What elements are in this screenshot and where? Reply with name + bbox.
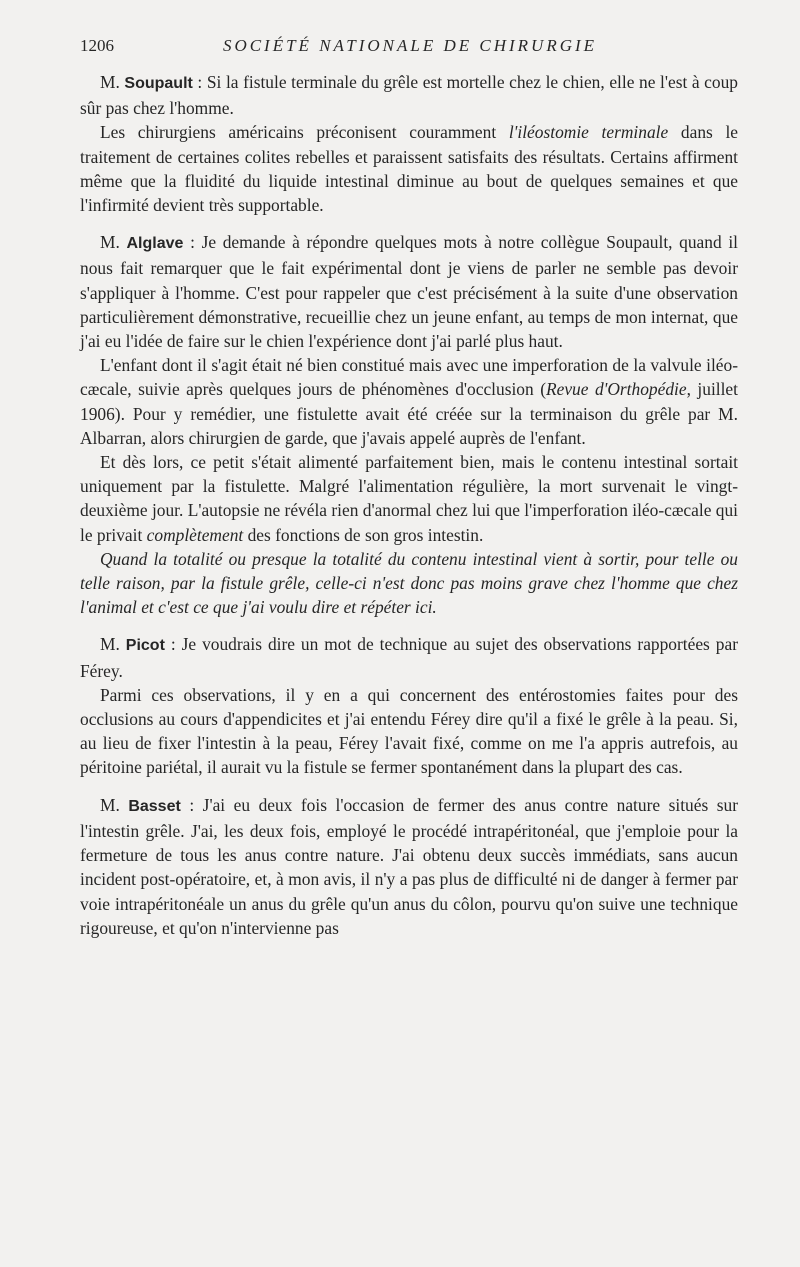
- italic-term: l'iléostomie terminale: [508, 122, 669, 143]
- paragraph-text: Et dès lors, ce petit s'était alimenté parfaitement bien, mais le contenu intestinal sortait uniquement par la fistulette. Malgré l'alimentation régulière, la mort survenait le vingt-deuxième jour. L'autopsie ne révéla rien d'anormal chez lui que l'imperforation iléo-cæcale qui le privait: [80, 452, 738, 545]
- speaker-name: Picot: [125, 637, 165, 655]
- italic-term: complètement: [146, 524, 244, 545]
- paragraph-text: : J'ai eu deux fois l'occasion de fermer des anus contre nature situés sur l'intestin grêle. J'ai, les deux fois, employé le procédé intrapéritonéal, que j'emploie pour la fermeture de tous les anus contre nature. J'ai obtenu deux succès immédiats, sans aucun incident post-opératoire, et, à mon avis, il n'y a pas plus de difficulté ni de danger à fermer par voie intrapéritonéale un anus du grêle qu'un anus du côlon, pourvu qu'on suive une technique rigoureuse, et qu'on n'intervienne pas: [80, 794, 738, 938]
- speaker-name: Soupault: [124, 75, 193, 92]
- running-head: [80, 32, 740, 62]
- speaker-name: Basset: [128, 797, 181, 815]
- paragraph-text: : Je voudrais dire un mot de technique au sujet des observations rapportées par Férey.: [80, 634, 738, 681]
- paragraph-text: des fonctions de son gros intestin.: [243, 524, 484, 545]
- paragraph-soupault: [80, 70, 738, 120]
- paragraph-alglave: [80, 230, 738, 353]
- speaker-prefix: M.: [100, 232, 127, 253]
- speaker-prefix: M.: [100, 794, 129, 815]
- paragraph-alimentation: [80, 450, 738, 547]
- speaker-prefix: M.: [100, 634, 126, 655]
- paragraph-text: L'enfant dont il s'agit était né bien constitué mais avec une imperforation de la valvule iléo-cæcale, suivie après quelques jours de phénomènes d'occlusion (: [80, 355, 738, 400]
- italic-paragraph: Quand la totalité ou presque la totalité du contenu intestinal vient à sortir, pour telle ou telle raison, par la fistule grêle, celle-ci n'est donc pas moins grave chez l'homme que chez l'animal et c'est ce que j'ai voulu dire et répéter ici.: [80, 548, 738, 618]
- paragraph-picot: [80, 632, 738, 682]
- paragraph-text: : Si la fistule terminale du grêle est mortelle chez le chien, elle ne l'est à coup sûr pas chez l'homme.: [80, 72, 738, 119]
- paragraph-ileostomie: [80, 120, 738, 217]
- journal-title: SOCIÉTÉ NATIONALE DE CHIRURGIE: [222, 36, 598, 55]
- speaker-name: Alglave: [126, 235, 184, 253]
- body-text: [80, 70, 738, 940]
- paragraph-text: dans le traitement de certaines colites rebelles et paraissent satisfaits des résultats. Certains affirment même que la fluidité du liquide intestinal diminue au bout de quelques semaines et que l'infirmité devient très supportable.: [80, 122, 739, 216]
- paragraph-text: Parmi ces observations, il y en a qui concernent des entérostomies faites pour des occlusions au cours d'appendicites et j'ai entendu Férey dire qu'il a fixé le grêle à la peau. Si, au lieu de fixer l'intestin à la peau, Férey l'avait fixé, comme on me l'a appris autrefois, au péritoine pariétal, il aurait vu la fistule se fermer spontanément dans la plupart des cas.: [80, 684, 738, 778]
- paragraph-basset: [80, 793, 738, 940]
- paragraph-text: , juillet 1906). Pour y remédier, une fistulette avait été créée sur la terminaison du grêle par M. Albarran, alors chirurgien de garde, que j'avais appelé auprès de l'enfant.: [80, 379, 738, 448]
- speaker-prefix: M.: [100, 72, 125, 92]
- paragraph-conclusion: [80, 547, 738, 620]
- paragraph-text: Les chirurgiens américains préconisent couramment: [100, 122, 509, 143]
- paragraph-enfant: [80, 353, 738, 450]
- page-number: 1206: [80, 36, 114, 55]
- paragraph-text: : Je demande à répondre quelques mots à notre collègue Soupault, quand il nous fait remarquer que le fait expérimental dont je viens de parler ne semble pas devoir s'appliquer à l'homme. C'est pour rappeler que c'est précisément à la suite d'une observation particulièrement démonstrative, recueillie chez un jeune enfant, au temps de mon internat, que j'ai eu l'idée de faire sur le chien l'expérience dont j'ai parlé plus haut.: [80, 232, 738, 352]
- paragraph-observations: [80, 683, 738, 780]
- italic-citation: Revue d'Orthopédie: [545, 379, 687, 400]
